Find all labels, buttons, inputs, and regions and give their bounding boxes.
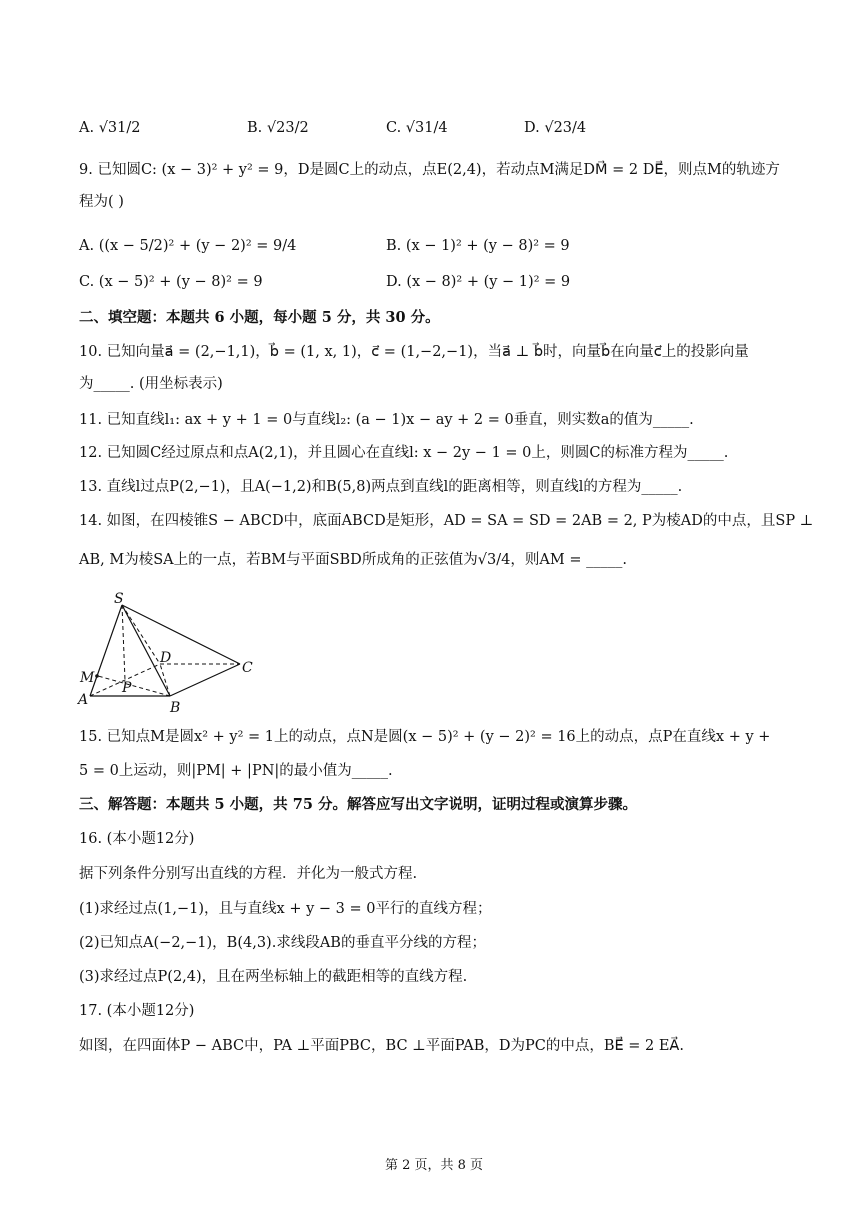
q8-option-a: A. √31/2: [79, 120, 141, 136]
label-p: P: [122, 680, 132, 696]
q12: 12. 已知圆C经过原点和点A(2,1)，并且圆心在直线l: x − 2y − 1 = 0上，则圆C的标准方程为_____.: [79, 445, 729, 461]
label-d: D: [160, 650, 172, 666]
pyramid-figure: [72, 588, 272, 716]
q15-line2: 5 = 0上运动，则|PM| + |PN|的最小值为_____.: [79, 763, 393, 779]
q14-line2: AB, M为棱SA上的一点，若BM与平面SBD所成角的正弦值为√3/4，则AM = _____.: [79, 552, 627, 568]
label-s: S: [114, 591, 124, 607]
segment-sp-hidden: [122, 605, 125, 680]
q15-line1: 15. 已知点M是圆x² + y² = 1上的动点，点N是圆(x − 5)² + (y − 2)² = 16上的动点，点P在直线x + y +: [79, 729, 771, 745]
q8-option-c: C. √31/4: [386, 120, 448, 136]
q9-option-d: D. (x − 8)² + (y − 1)² = 9: [386, 274, 571, 290]
q16-part2: (2)已知点A(−2,−1)，B(4,3).求线段AB的垂直平分线的方程；: [79, 935, 486, 951]
edge-sc: [122, 605, 240, 664]
q8-option-d: D. √23/4: [524, 120, 587, 136]
edge-sa: [90, 605, 122, 696]
label-a: A: [78, 692, 89, 708]
q9-stem-line1: 9. 已知圆C: (x − 3)² + y² = 9，D是圆C上的动点，点E(2,4)，若动点M满足DM⃗ = 2 DE⃗，则点M的轨迹方: [79, 162, 780, 178]
q10-line2: 为_____. (用坐标表示): [79, 376, 223, 392]
segment-bm-hidden: [98, 676, 170, 696]
q11: 11. 已知直线l₁: ax + y + 1 = 0与直线l₂: (a − 1)x − ay + 2 = 0垂直，则实数a的值为_____.: [79, 412, 694, 428]
q9-stem-line2: 程为( ): [79, 194, 124, 210]
q9-option-c: C. (x − 5)² + (y − 8)² = 9: [79, 274, 263, 290]
q8-option-b: B. √23/2: [247, 120, 309, 136]
label-m: M: [80, 670, 95, 686]
q16-intro: 据下列条件分别写出直线的方程．并化为一般式方程.: [79, 866, 418, 882]
page-footer: 第 2 页，共 8 页: [384, 1158, 484, 1173]
q9-option-a: A. ((x − 5/2)² + (y − 2)² = 9/4: [79, 238, 297, 254]
label-c: C: [242, 660, 253, 676]
label-b: B: [170, 700, 181, 716]
q14-line1: 14. 如图，在四棱锥S − ABCD中，底面ABCD是矩形，AD = SA = SD = 2AB = 2, P为棱AD的中点，且SP ⊥: [79, 513, 814, 529]
q16-header: 16. (本小题12分): [79, 831, 195, 847]
q10-line1: 10. 已知向量a⃗ = (2,−1,1)，b⃗ = (1, x, 1)，c⃗ = (1,−2,−1)，当a⃗ ⊥ b⃗时，向量b⃗在向量c⃗上的投影向量: [79, 344, 749, 360]
q16-part3: (3)求经过点P(2,4)，且在两坐标轴上的截距相等的直线方程.: [79, 969, 468, 985]
q9-option-b: B. (x − 1)² + (y − 8)² = 9: [386, 238, 570, 254]
edge-bc: [170, 664, 240, 696]
point-m: [95, 674, 99, 678]
q17-line1: 如图，在四面体P − ABC中，PA ⊥平面PBC，BC ⊥平面PAB，D为PC的中点，BE⃗ = 2 EA⃗.: [79, 1038, 684, 1054]
q16-part1: (1)求经过点(1,−1)，且与直线x + y − 3 = 0平行的直线方程；: [79, 901, 492, 917]
section-2-heading: 二、填空题：本题共 6 小题，每小题 5 分，共 30 分。: [79, 309, 440, 326]
q13: 13. 直线l过点P(2,−1)，且A(−1,2)和B(5,8)两点到直线l的距离相等，则直线l的方程为_____.: [79, 479, 683, 495]
q17-header: 17. (本小题12分): [79, 1003, 195, 1019]
section-3-heading: 三、解答题：本题共 5 小题，共 75 分。解答应写出文字说明，证明过程或演算步骤。: [79, 796, 637, 813]
